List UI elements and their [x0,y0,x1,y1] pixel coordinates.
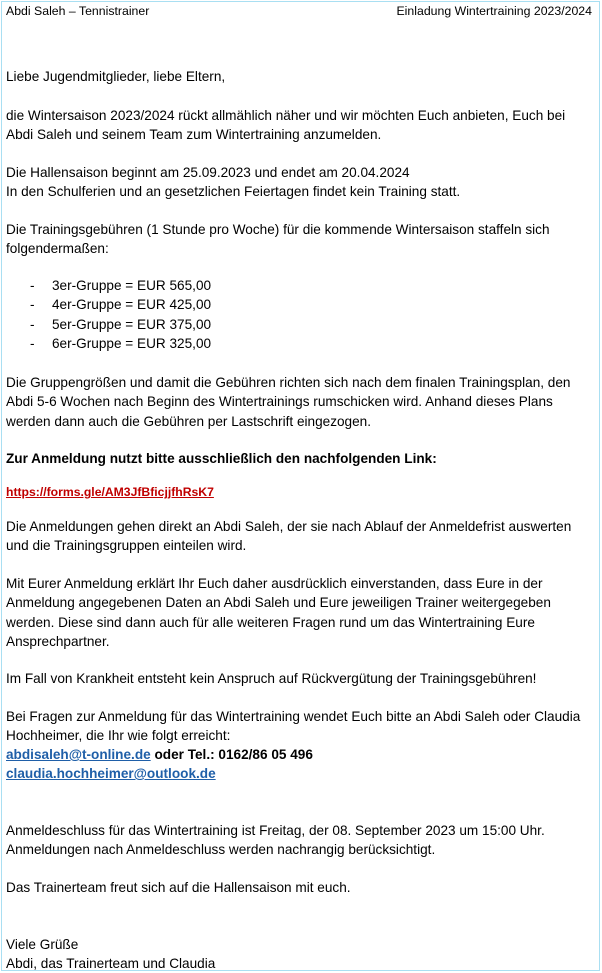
regards: Viele Grüße [6,937,79,952]
header-title: Einladung Wintertraining 2023/2024 [396,4,592,18]
registration-info: Die Anmeldungen gehen direkt an Abdi Saleh, der sie nach Ablauf der Anmeldefrist auswerten und die Trainingsgruppen einteilen wird. [6,519,572,554]
phone-text: oder Tel.: 0162/86 05 496 [150,747,313,762]
group-sizes-paragraph: Die Gruppengrößen und damit die Gebühren richten sich nach dem finalen Trainingsplan, den Abdi 5-6 Wochen nach Beginn des Wintertrainings rumschicken wird. Anhand dieses Plans werden dann auch die Gebühren per Lastschrift eingezogen. [6,375,571,429]
list-dash: - [30,297,35,313]
registration-link-line [6,482,591,502]
greeting: Liebe Jugendmitglieder, liebe Eltern, [6,69,226,84]
fee-text: 5er-Gruppe = EUR 375,00 [52,316,212,332]
fee-list [30,276,211,353]
closing-line: Das Trainerteam freut sich auf die Hallensaison mit euch. [6,880,351,895]
signature: Abdi, das Trainerteam und Claudia [6,956,216,971]
illness-note: Im Fall von Krankheit entsteht kein Anspruch auf Rückvergütung der Trainingsgebühren! [6,671,537,686]
intro-paragraph: die Wintersaison 2023/2024 rückt allmählich näher und wir möchten Euch anbieten, Euch bei Abdi Saleh und seinem Team zum Wintertraining anzumelden. [6,108,566,143]
late-registration-note: Anmeldungen nach Anmeldeschluss werden nachrangig berücksichtigt. [6,842,436,857]
contact-intro: Bei Fragen zur Anmeldung für das Wintertraining wendet Euch bitte an Abdi Saleh oder Claudia Hochheimer, die Ihr wie folgt erreicht: [6,709,581,744]
registration-heading: Zur Anmeldung nutzt bitte ausschließlich den nachfolgenden Link: [6,451,437,466]
fee-item [30,295,211,314]
consent-paragraph: Mit Eurer Anmeldung erklärt Ihr Euch daher ausdrücklich einverstanden, dass Eure in der Anmeldung angegebenen Daten an Abdi Saleh und Eure jeweiligen Trainer weitergegeben werden. Diese sind dann auch für alle weiteren Fragen rund um das Wintertraining Eure Ansprechpartner. [6,576,551,649]
email-link-abdi[interactable]: abdisaleh@t-online.de [6,747,151,762]
fee-text: 4er-Gruppe = EUR 425,00 [52,297,212,313]
fee-item [30,315,211,334]
list-dash: - [30,278,35,293]
contact-line-1 [6,745,591,764]
email-link-claudia[interactable]: claudia.hochheimer@outlook.de [6,766,216,781]
fee-text: 3er-Gruppe = EUR 565,00 [52,278,212,293]
page-header [6,3,592,21]
no-training-note: In den Schulferien und an gesetzlichen Feiertagen findet kein Training statt. [6,184,461,199]
header-author: Abdi Saleh – Tennistrainer [6,4,150,18]
fees-intro: Die Trainingsgebühren (1 Stunde pro Woche) für die kommende Wintersaison staffeln sich folgendermaßen: [6,222,550,257]
fee-item [30,276,211,295]
list-dash: - [30,335,35,351]
contact-line-2 [6,764,591,783]
fee-text: 6er-Gruppe = EUR 325,00 [52,335,212,351]
deadline-text: Anmeldeschluss für das Wintertraining ist Freitag, der 08. September 2023 um 15:00 Uhr. [6,823,545,838]
registration-link[interactable]: https://forms.gle/AM3JfBficjjfhRsK7 [6,485,214,499]
list-dash: - [30,316,35,332]
fee-item [30,334,211,353]
season-dates: Die Hallensaison beginnt am 25.09.2023 und endet am 20.04.2024 [6,165,410,180]
